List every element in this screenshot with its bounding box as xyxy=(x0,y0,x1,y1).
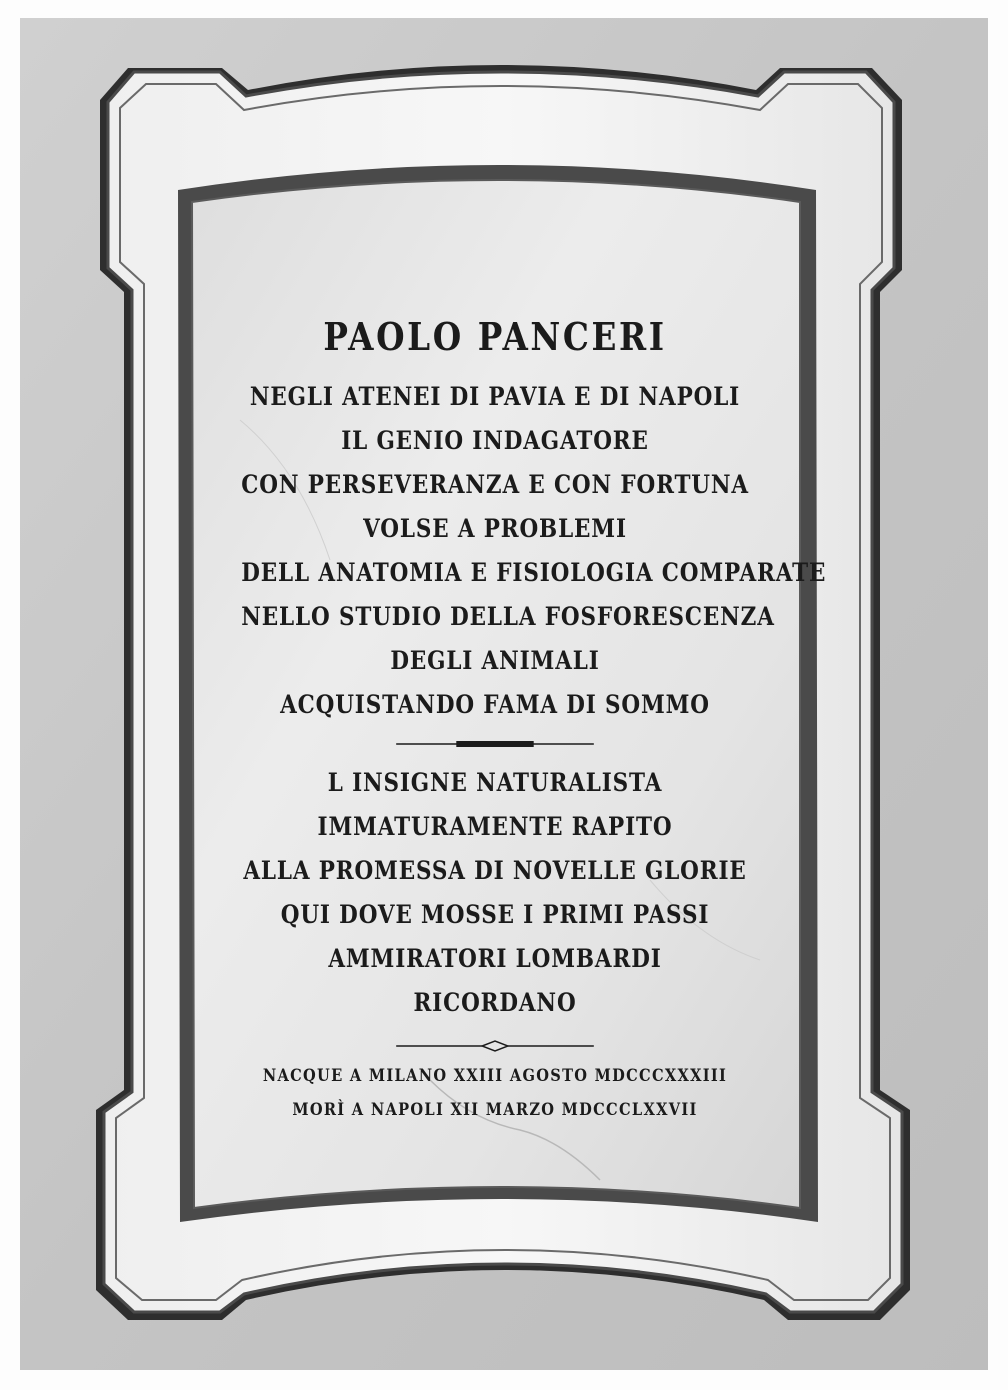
divider-ornament xyxy=(396,737,594,751)
inscription-line: NEGLI ATENEI DI PAVIA E DI NAPOLI xyxy=(249,382,741,411)
birth-date-line: NACQUE A MILANO XXIII AGOSTO MDCCCXXXIII xyxy=(262,1066,728,1086)
inscription-line: DEGLI ANIMALI xyxy=(390,646,600,675)
inscription-line: CON PERSEVERANZA E CON FORTUNA xyxy=(241,470,749,499)
inscription-line: ACQUISTANDO FAMA DI SOMMO xyxy=(280,690,710,719)
inscription-line: NELLO STUDIO DELLA FOSFORESCENZA xyxy=(241,602,775,631)
inscription-line: DELL ANATOMIA E FISIOLOGIA COMPARATE xyxy=(241,558,827,587)
plaque-title: PAOLO PANCERI xyxy=(323,314,667,359)
death-date-line: MORÌ A NAPOLI XII MARZO MDCCCLXXVII xyxy=(292,1100,698,1120)
inscription-line: QUI DOVE MOSSE I PRIMI PASSI xyxy=(280,900,710,929)
divider-ornament xyxy=(396,1039,594,1053)
inscription xyxy=(241,305,827,1127)
inscription-line: ALLA PROMESSA DI NOVELLE GLORIE xyxy=(243,856,747,885)
inscription-line: L INSIGNE NATURALISTA xyxy=(327,768,663,797)
inscription-line: VOLSE A PROBLEMI xyxy=(363,514,627,543)
inscription-line: IL GENIO INDAGATORE xyxy=(341,426,649,455)
inscription-line: RICORDANO xyxy=(413,988,577,1017)
inscription-line: IMMATURAMENTE RAPITO xyxy=(317,812,673,841)
inscription-line: AMMIRATORI LOMBARDI xyxy=(328,944,662,973)
